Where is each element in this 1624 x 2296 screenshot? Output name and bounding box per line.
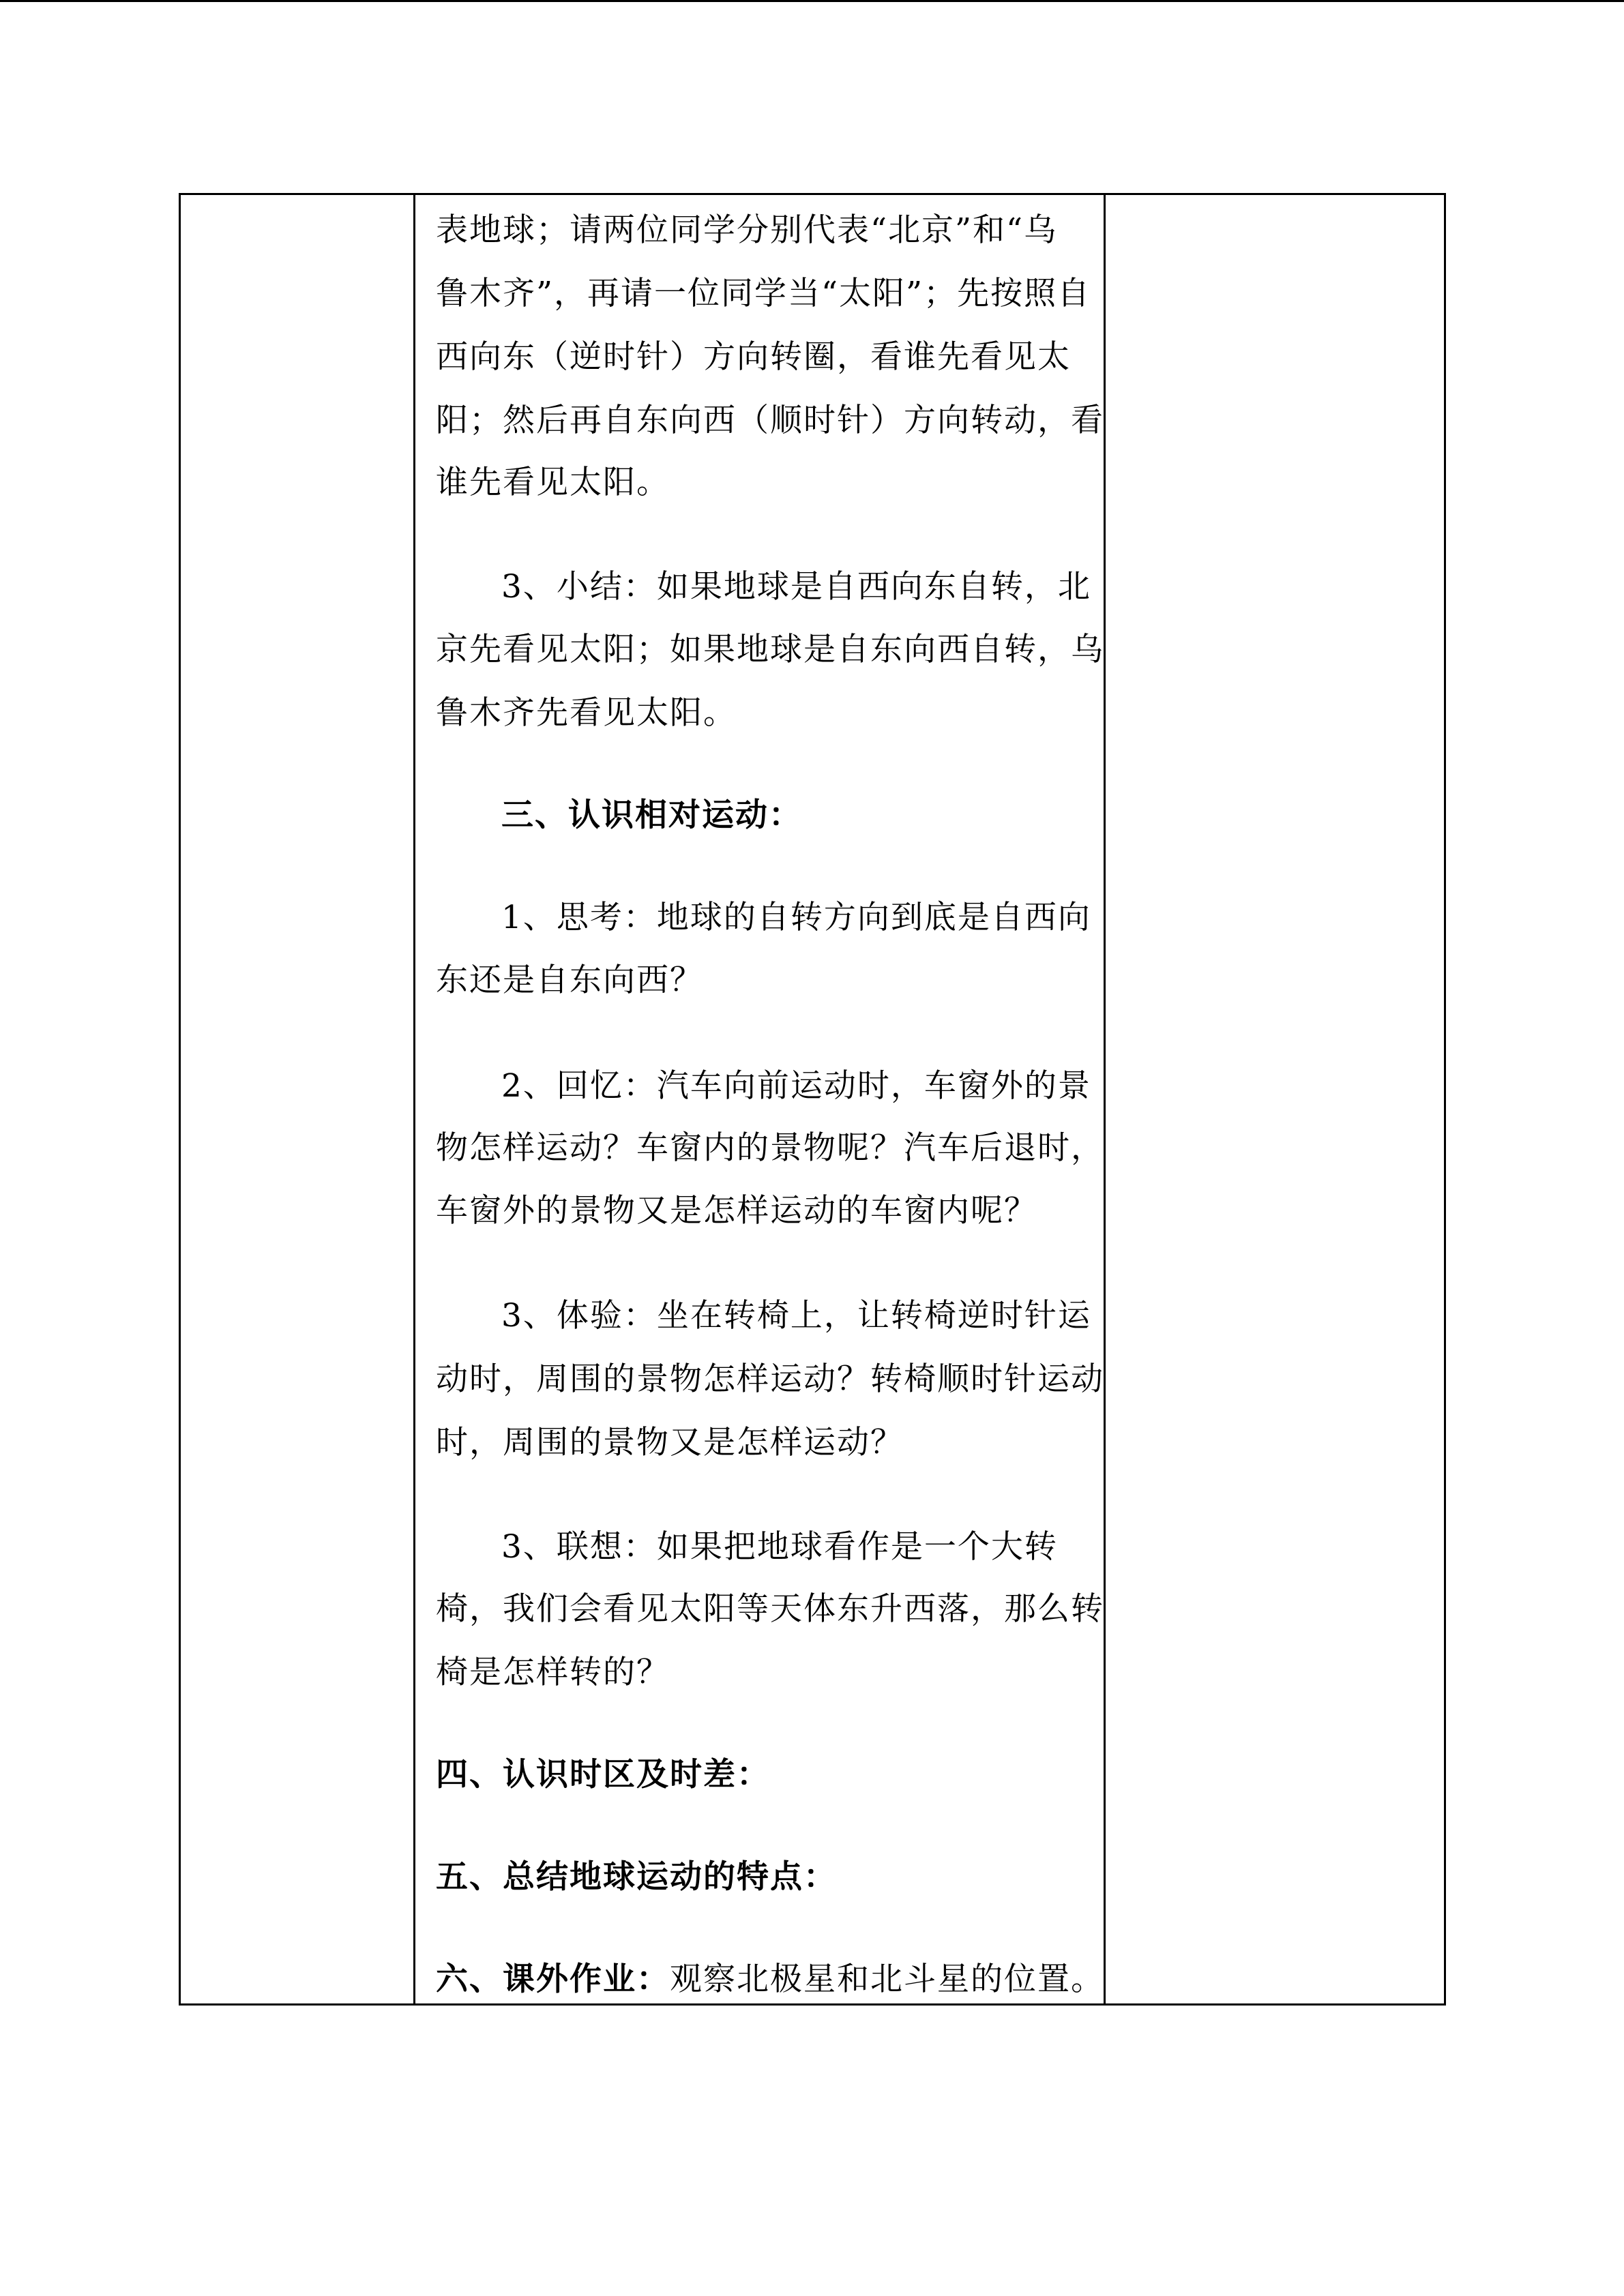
teaching-procedure-text (436, 195, 1104, 2003)
text-line: 西向东（逆时针）方向转圈，看谁先看见太 (436, 338, 1071, 376)
homework-label: 六、课外作业： (436, 1960, 670, 1998)
table-column-right (1106, 195, 1444, 2003)
text-line: 椅是怎样转的？ (436, 1654, 670, 1691)
text-line: 3、小结：如果地球是自西向东自转，北 (501, 568, 1091, 606)
lesson-plan-table (179, 193, 1446, 2006)
text-line: 表地球；请两位同学分别代表“北京”和“乌 (436, 211, 1058, 249)
text-line: 动时，周围的景物怎样运动？转椅顺时针运动 (436, 1360, 1104, 1398)
section-heading: 五、总结地球运动的特点： (436, 1858, 837, 1896)
text-line: 鲁木齐”，再请一位同学当“太阳”；先按照自 (436, 275, 1091, 312)
text-line: 阳；然后再自东向西（顺时针）方向转动，看 (436, 402, 1104, 439)
text-line: 1、思考：地球的自转方向到底是自西向 (501, 899, 1091, 936)
text-line: 谁先看见太阳。 (436, 464, 670, 501)
table-column-left (181, 195, 415, 2003)
text-line: 3、体验：坐在转椅上，让转椅逆时针运 (501, 1297, 1091, 1335)
text-line: 物怎样运动？车窗内的景物呢？汽车后退时， (436, 1129, 1104, 1167)
section-heading: 三、认识相对运动： (501, 796, 802, 834)
homework-text: 观察北极星和北斗星的位置。 (670, 1960, 1104, 1998)
text-line: 车窗外的景物又是怎样运动的车窗内呢？ (436, 1192, 1037, 1229)
homework-line (436, 1959, 1104, 2000)
table-column-content (415, 195, 1106, 2003)
text-line: 鲁木齐先看见太阳。 (436, 694, 737, 732)
text-line: 3、联想：如果把地球看作是一个大转 (501, 1528, 1058, 1566)
text-line: 时，周围的景物又是怎样运动？ (436, 1424, 904, 1461)
text-line: 椅，我们会看见太阳等天体东升西落，那么转 (436, 1590, 1104, 1628)
text-line: 东还是自东向西？ (436, 961, 703, 999)
section-heading: 四、认识时区及时差： (436, 1756, 770, 1793)
text-line: 京先看见太阳；如果地球是自东向西自转，乌 (436, 631, 1104, 668)
text-line: 2、回忆：汽车向前运动时，车窗外的景 (501, 1067, 1091, 1105)
page-top-rule (0, 0, 1624, 2)
